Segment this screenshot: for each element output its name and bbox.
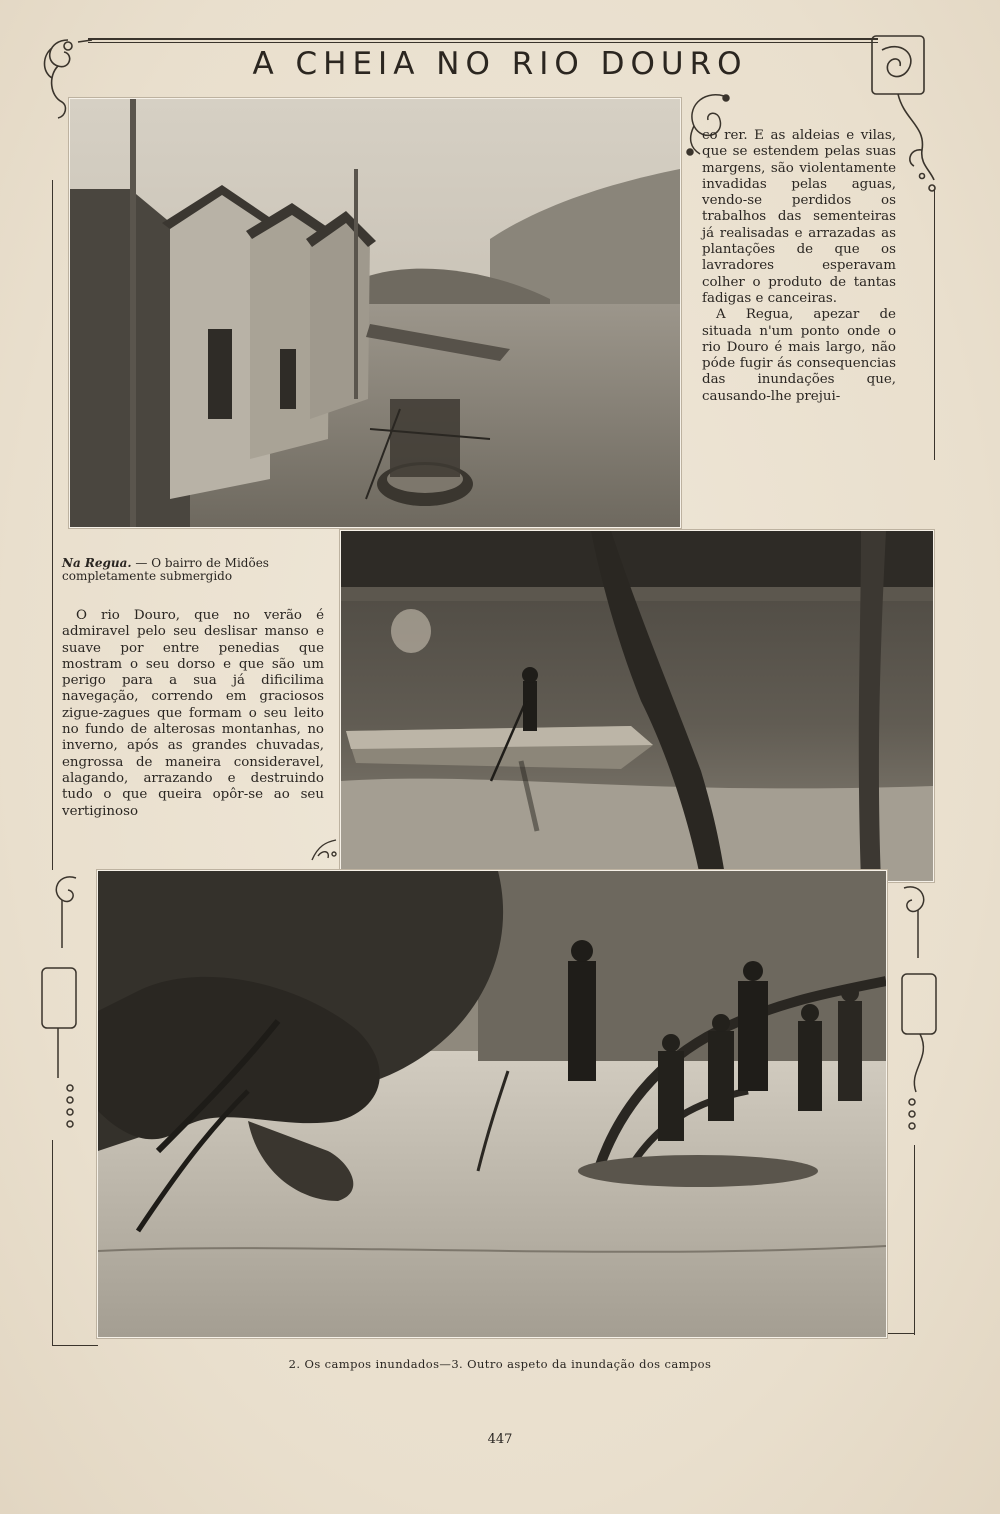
photo-men-in-tree bbox=[97, 870, 887, 1338]
page-title: A CHEIA NO RIO DOURO bbox=[252, 46, 748, 82]
caption-text: — O bairro de Midões completamente submergido bbox=[62, 556, 269, 583]
side-ornament-left-icon bbox=[36, 868, 92, 1148]
frame-top-rule bbox=[88, 38, 878, 40]
frame-top-rule-inner bbox=[88, 42, 878, 43]
page-number: 447 bbox=[487, 1432, 513, 1447]
photo-midoes-flooded bbox=[69, 98, 681, 528]
article-text-left bbox=[62, 608, 324, 820]
caption-lead: Na Regua. bbox=[62, 556, 132, 570]
frame-left-rule bbox=[52, 180, 53, 870]
photo-caption-midoes bbox=[62, 557, 332, 583]
frame-bottom-rule-right bbox=[885, 1333, 915, 1334]
end-ornament-icon bbox=[308, 836, 342, 864]
side-ornament-right-icon bbox=[890, 878, 946, 1148]
photo-boat-flooded-field bbox=[340, 530, 934, 882]
article-paragraph: A Regua, apezar de situada n'um ponto onde o rio Douro é mais largo, não póde fugir ás consequencias das inundações que, causando-lhe prejui- bbox=[702, 307, 896, 404]
frame-bottom-rule bbox=[52, 1345, 98, 1346]
photo-caption-fields: 2. Os campos inundados—3. Outro aspeto da inundação dos campos bbox=[288, 1357, 712, 1371]
article-text-right bbox=[702, 128, 896, 405]
article-paragraph: co rer. E as aldeias e vilas, que se estendem pelas suas margens, são violentamente invadidas pelas aguas, vendo-se perdidos os trabalhos das sementeiras já realisadas e arrazadas as plantações de que os lavradores esperavam colher o produto de tantas fadigas e canceiras. bbox=[702, 128, 896, 306]
frame-left-rule-lower bbox=[52, 1140, 53, 1345]
frame-right-rule bbox=[934, 190, 935, 460]
article-paragraph: O rio Douro, que no verão é admiravel pelo seu deslisar manso e suave por entre penedias que mostram o seu dorso e que são um perigo para a sua já dificilima navegação, correndo em graciosos zigue-zagues que formam o seu leito no fundo de alterosas montanhas, no inverno, após as grandes chuvadas, engrossa de maneira consideravel, alagando, arrazando e destruindo tudo o que queira opôr-se ao seu vertiginoso bbox=[62, 608, 324, 819]
frame-right-rule-lower bbox=[914, 1145, 915, 1335]
